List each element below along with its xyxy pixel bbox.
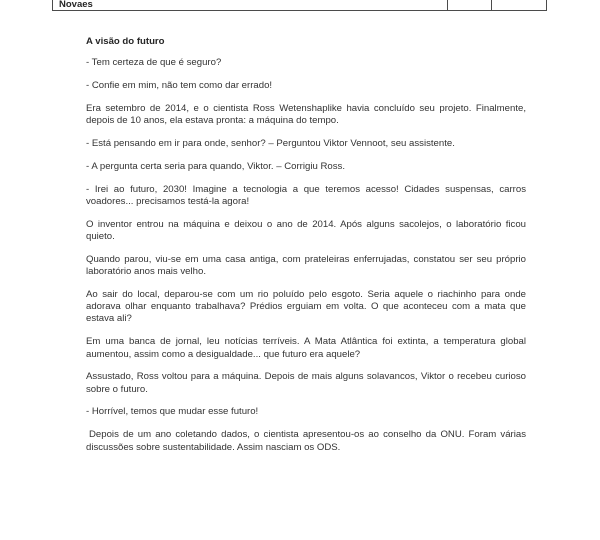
header-table-name-text: Novaes xyxy=(59,0,93,10)
paragraph: - Irei ao futuro, 2030! Imagine a tecnologia a que teremos acesso! Cidades suspensas, carros voadores... precisamos testá-la agora! xyxy=(86,183,526,207)
document-body xyxy=(86,36,526,464)
paragraph: Assustado, Ross voltou para a máquina. Depois de mais alguns solavancos, Viktor o recebeu curioso sobre o futuro. xyxy=(86,371,526,395)
document-title: A visão do futuro xyxy=(86,36,165,47)
paragraph: - Está pensando em ir para onde, senhor? – Perguntou Viktor Vennoot, seu assistente. xyxy=(86,137,455,149)
paragraph: O inventor entrou na máquina e deixou o ano de 2014. Após alguns sacolejos, o laboratório ficou quieto. xyxy=(86,218,526,242)
paragraph: - Confie em mim, não tem como dar errado! xyxy=(86,80,273,92)
paragraph: Depois de um ano coletando dados, o cientista apresentou-os ao conselho da ONU. Foram várias discussões sobre sustentabilidade. Assim nasciam os ODS. xyxy=(86,429,526,453)
header-table xyxy=(52,0,547,11)
header-table-cell-3 xyxy=(492,0,546,10)
header-table-cell-2 xyxy=(448,0,492,10)
paragraph: - A pergunta certa seria para quando, Viktor. – Corrigiu Ross. xyxy=(86,160,345,172)
paragraph: Em uma banca de jornal, leu notícias terríveis. A Mata Atlântica foi extinta, a temperatura global aumentou, assim como a desigualdade... que futuro era aquele? xyxy=(86,336,526,360)
paragraph-list xyxy=(86,57,526,454)
paragraph: Ao sair do local, deparou-se com um rio poluído pelo esgoto. Seria aquele o riachinho para onde adorava olhar enquanto trabalhava? Prédios erguiam em volta. O que aconteceu com a mata que estava ali? xyxy=(86,288,526,325)
paragraph: - Horrível, temos que mudar esse futuro! xyxy=(86,406,259,418)
paragraph: Era setembro de 2014, e o cientista Ross Wetenshaplike havia concluído seu projeto. Finalmente, depois de 10 anos, ela estava pronta: a máquina do tempo. xyxy=(86,102,526,127)
header-table-name-cell xyxy=(53,0,448,10)
paragraph: Quando parou, viu-se em uma casa antiga, com prateleiras enferrujadas, constatou ser seu próprio laboratório anos mais velho. xyxy=(86,253,526,278)
paragraph: - Tem certeza de que é seguro? xyxy=(86,57,222,69)
